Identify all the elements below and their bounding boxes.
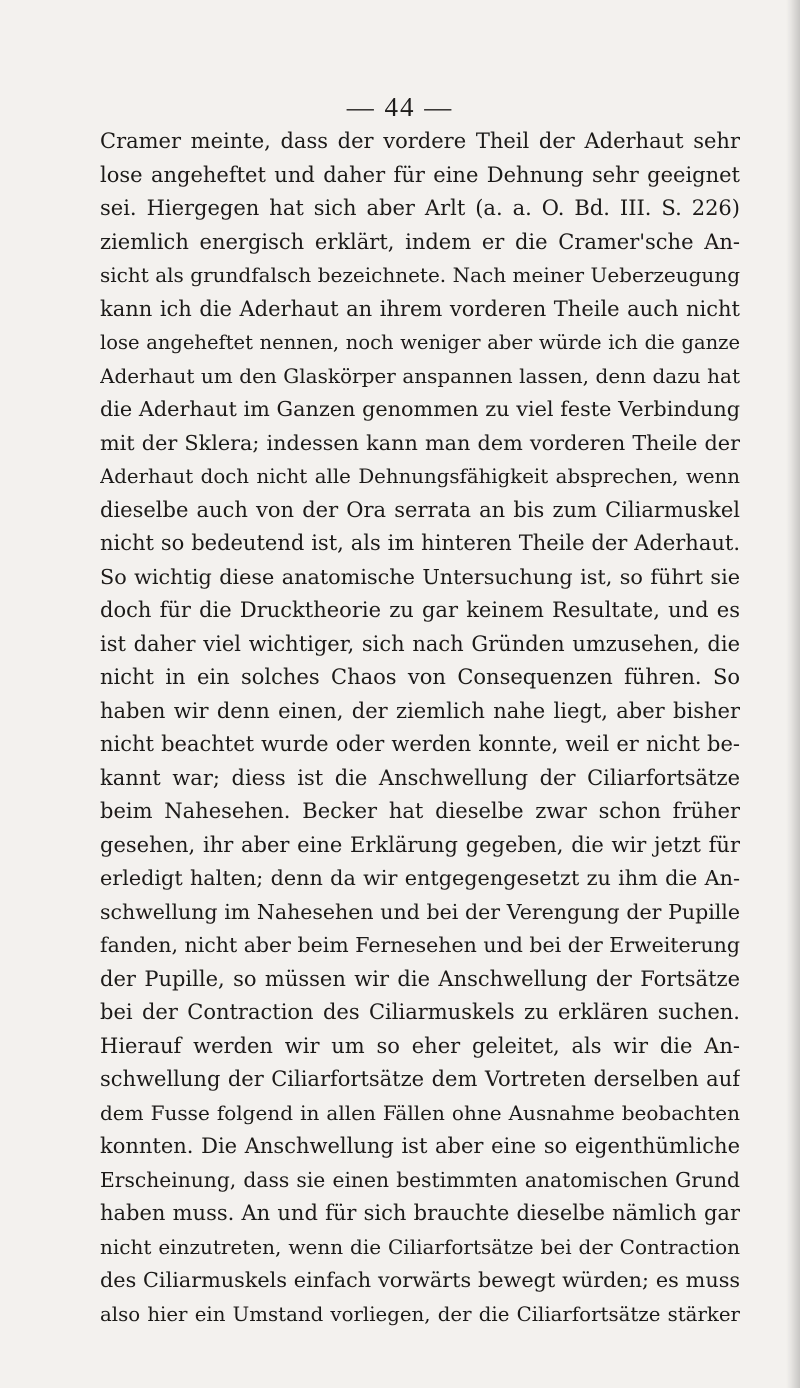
text-line: sicht als grundfalsch bezeichnete. Nach meiner Ueberzeugung [100, 263, 740, 287]
text-line: die Aderhaut im Ganzen genommen zu viel feste Verbindung [100, 397, 740, 421]
text-line: nicht so bedeutend ist, als im hinteren Theile der Aderhaut. [100, 531, 740, 555]
text-line: lose angeheftet nennen, noch weniger aber würde ich die ganze [100, 331, 740, 354]
text-line: Aderhaut um den Glaskörper anspannen lassen, denn dazu hat [100, 363, 740, 388]
text-line: dem Fusse folgend in allen Fällen ohne Ausnahme beobachten [100, 1100, 740, 1125]
text-line: der Pupille, so müssen wir die Anschwellung der Fortsätze [100, 966, 740, 991]
text-line: beim Nahesehen. Becker hat dieselbe zwar schon früher [100, 799, 740, 823]
text-line: nicht einzutreten, wenn die Ciliarfortsätze bei der Contraction [100, 1234, 740, 1259]
text-line: lose angeheftet und daher für eine Dehnung sehr geeignet [100, 162, 740, 187]
text-line: doch für die Drucktheorie zu gar keinem Resultate, und es [100, 598, 740, 622]
body-text [100, 125, 740, 1331]
text-line: So wichtig diese anatomische Untersuchung ist, so führt sie [100, 564, 740, 589]
text-line: mit der Sklera; indessen kann man dem vorderen Theile der [100, 430, 740, 455]
text-line: des Ciliarmuskels einfach vorwärts bewegt würden; es muss [100, 1268, 740, 1292]
text-line: Cramer meinte, dass der vordere Theil der Aderhaut sehr [100, 129, 740, 153]
text-line: fanden, nicht aber beim Fernesehen und bei der Erweiterung [100, 933, 740, 957]
text-line: schwellung der Ciliarfortsätze dem Vortreten derselben auf [100, 1067, 740, 1091]
text-line: erledigt halten; denn da wir entgegengesetzt zu ihm die An- [100, 866, 740, 890]
text-line: ist daher viel wichtiger, sich nach Gründen umzusehen, die [100, 631, 740, 656]
text-line: nicht beachtet wurde oder werden konnte, weil er nicht be- [100, 732, 740, 756]
page-number: — 44 — [346, 92, 454, 122]
text-line: also hier ein Umstand vorliegen, der die Ciliarfortsätze stärker [100, 1302, 740, 1326]
text-line: Erscheinung, dass sie einen bestimmten anatomischen Grund [100, 1167, 740, 1192]
text-line: dieselbe auch von der Ora serrata an bis zum Ciliarmuskel [100, 497, 740, 522]
text-line: ziemlich energisch erklärt, indem er die Cramer'sche An- [100, 229, 740, 254]
text-line: gesehen, ihr aber eine Erklärung gegeben, die wir jetzt für [100, 832, 740, 857]
text-line: Aderhaut doch nicht alle Dehnungsfähigkeit absprechen, wenn [100, 465, 740, 488]
text-line: konnten. Die Anschwellung ist aber eine so eigenthümliche [100, 1134, 740, 1158]
page-edge-shadow [786, 0, 800, 1388]
text-line: kannt war; diess ist die Anschwellung der Ciliarfortsätze [100, 765, 740, 790]
text-line: haben wir denn einen, der ziemlich nahe liegt, aber bisher [100, 698, 740, 723]
text-line: Hierauf werden wir um so eher geleitet, als wir die An- [100, 1033, 740, 1058]
text-line: sei. Hiergegen hat sich aber Arlt (a. a. O. Bd. III. S. 226) [100, 196, 740, 220]
text-line: haben muss. An und für sich brauchte dieselbe nämlich gar [100, 1201, 740, 1225]
text-line: kann ich die Aderhaut an ihrem vorderen Theile auch nicht [100, 296, 740, 321]
text-line: schwellung im Nahesehen und bei der Verengung der Pupille [100, 899, 740, 924]
text-line: bei der Contraction des Ciliarmuskels zu erklären suchen. [100, 1000, 740, 1024]
text-line: nicht in ein solches Chaos von Consequenzen führen. So [100, 665, 740, 689]
